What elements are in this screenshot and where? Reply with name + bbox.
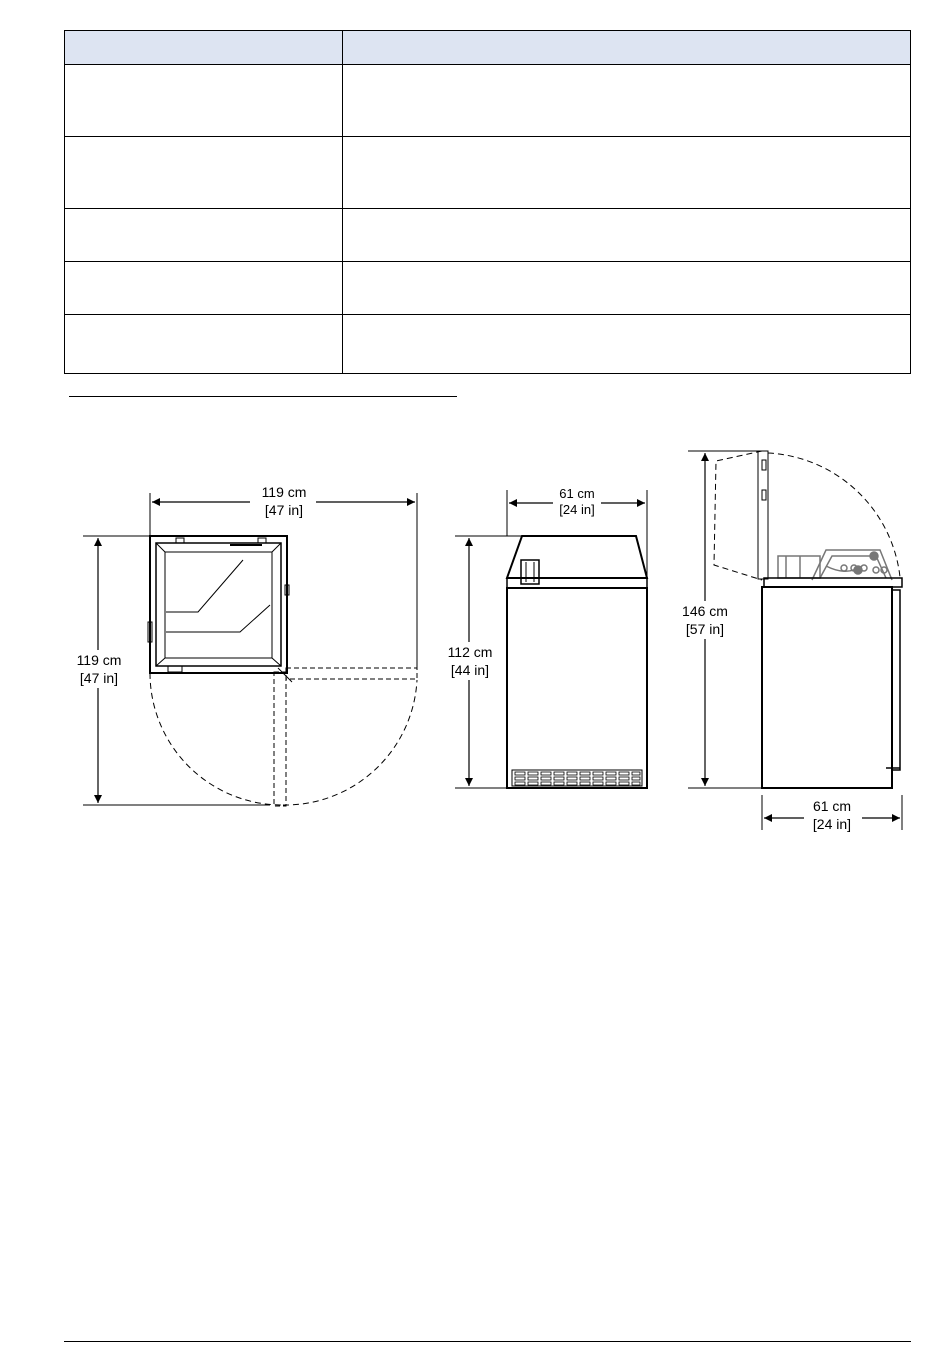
footer-rule — [64, 1341, 911, 1342]
vent-grille — [512, 770, 642, 786]
top-depth-in: [47 in] — [79, 670, 119, 686]
top-depth-cm: 119 cm — [76, 652, 122, 668]
sampler-front-lid — [507, 536, 647, 578]
sampler-top-outline — [150, 536, 287, 673]
pump-mechanism — [778, 550, 892, 580]
side-height-cm: 146 cm — [682, 603, 728, 619]
lid-swing-arc — [150, 673, 283, 805]
front-height-cm: 112 cm — [447, 644, 493, 660]
front-view — [440, 485, 647, 788]
sampler-side-body — [762, 587, 892, 788]
side-view — [673, 451, 902, 835]
side-width-in: [24 in] — [812, 816, 852, 832]
front-width-in: [24 in] — [559, 502, 595, 517]
front-height-in: [44 in] — [450, 662, 490, 678]
top-width-cm: 119 cm — [261, 484, 307, 500]
side-width-cm: 61 cm — [812, 798, 852, 814]
top-view — [68, 482, 417, 806]
lid-swing-arc-side — [768, 453, 900, 577]
sampler-front-body — [507, 588, 647, 788]
side-height-in: [57 in] — [685, 621, 725, 637]
front-width-cm: 61 cm — [559, 486, 595, 501]
top-width-in: [47 in] — [264, 502, 304, 518]
